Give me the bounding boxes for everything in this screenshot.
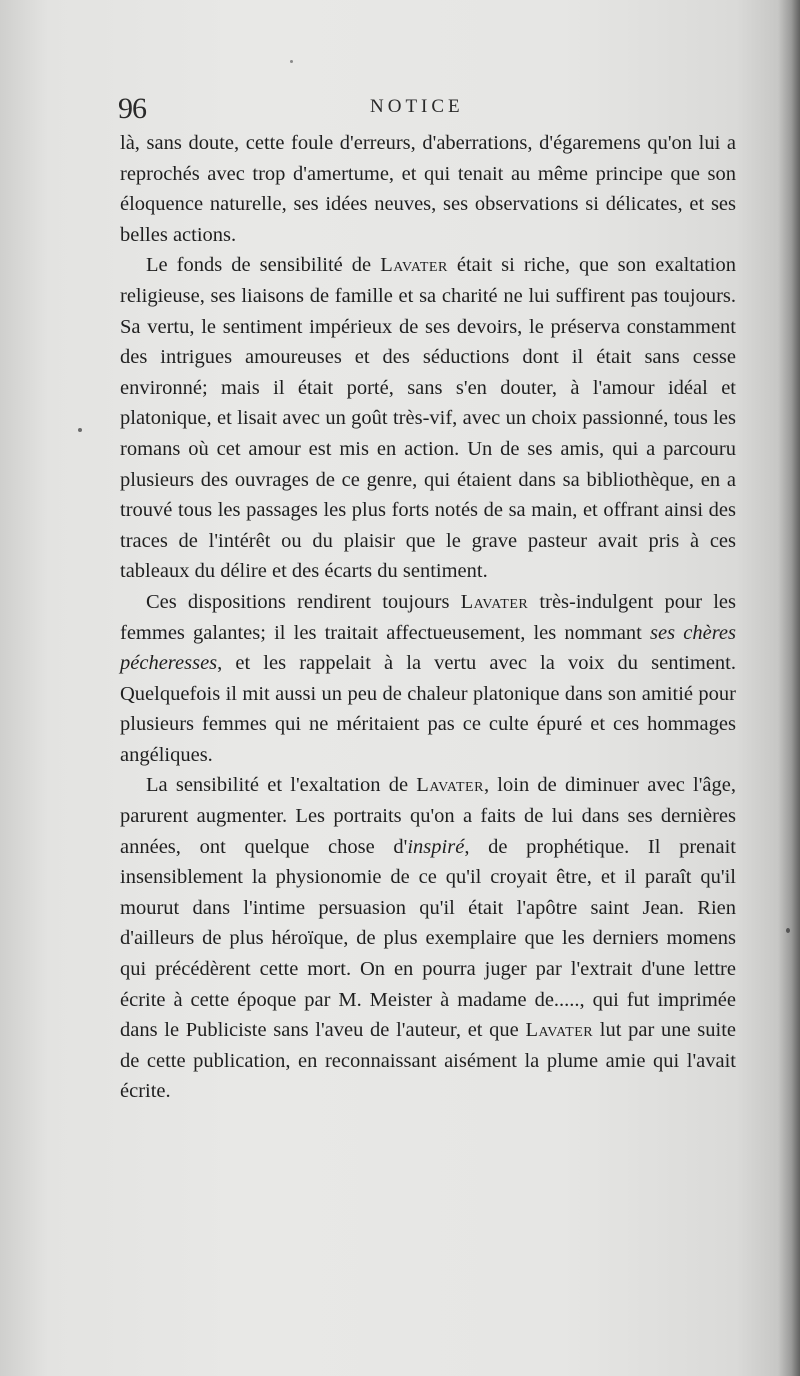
- page-header: [118, 92, 738, 126]
- text-run: lut par une suite de cette publication, en reconnaissant aisément la plume amie qui l'avait écrite.: [120, 1019, 736, 1103]
- page-edge-shadow: [778, 0, 800, 1376]
- text-run: Le fonds de sensibilité de: [146, 254, 381, 277]
- text-run: était si riche, que son exaltation religieuse, ses liaisons de famille et sa charité ne lui suffirent pas toujours. Sa vertu, le sentiment impérieux de ses devoirs, le préserva constamment des intrigues amoureuses et des séductions dont il était sans cesse environné; mais il était porté, sans s'en douter, à l'amour idéal et platonique, et lisait avec un goût très-vif, avec un choix passionné, tous les romans où cet amour est mis en action. Un de ses amis, qui a parcouru plusieurs des ouvrages de ce genre, qui étaient dans sa bibliothèque, en a trouvé tous les passages les plus forts notés de sa main, et offrant ainsi des traces de l'intérêt ou du plaisir que le grave pasteur avait pris à ces tableaux du délire et des écarts du sentiment.: [120, 254, 736, 583]
- name-lavater: Lavater: [460, 590, 529, 613]
- paragraph: [120, 250, 736, 587]
- italic-phrase: ses chères pécheresses: [120, 621, 736, 675]
- text-run: , loin de diminuer avec l'âge, parurent augmenter. Les portraits qu'on a faits de lui dans ses dernières années, ont quelque chose d': [120, 774, 736, 858]
- page-number: 96: [118, 92, 146, 125]
- name-lavater: Lavater: [380, 254, 448, 277]
- paragraph: [120, 587, 736, 771]
- body-text: [120, 128, 736, 1107]
- text-run: Ces dispositions rendirent toujours: [146, 590, 461, 613]
- text-run: , de prophétique. Il prenait insensiblement la physionomie de ce qu'il croyait être, et il paraît qu'il mourut dans l'intime persuasion qu'il était l'apôtre saint Jean. Rien d'ailleurs de plus héroïque, de plus exemplaire que les derniers momens qui précédèrent cette mort. On en pourra juger par l'extrait d'une lettre écrite à cette époque par M. Meister à madame de....., qui fut imprimée dans le Publiciste sans l'aveu de l'auteur, et que: [120, 835, 737, 1042]
- text-run: là, sans doute, cette foule d'erreurs, d'aberrations, d'égaremens qu'on lui a reprochés avec trop d'amertume, et qui tenait au même principe que son éloquence naturelle, ses idées neuves, ses observations si délicates, et ses belles actions.: [120, 132, 736, 246]
- text-run: très-indulgent pour les femmes galantes; il les traitait affectueusement, les nommant: [120, 590, 736, 644]
- paper-speck: [78, 428, 82, 432]
- paragraph: [120, 770, 736, 1107]
- paragraph: [120, 128, 736, 250]
- text-run: , et les rappelait à la vertu avec la voix du sentiment. Quelquefois il mit aussi un peu de chaleur platonique dans son amitié pour plusieurs femmes qui ne méritaient pas ce culte épuré et ces hommages angéliques.: [120, 652, 736, 766]
- text-run: La sensibilité et l'exaltation de: [146, 774, 417, 797]
- running-head: NOTICE: [370, 96, 464, 117]
- paper-speck: [786, 928, 790, 933]
- name-lavater: Lavater: [416, 774, 484, 797]
- italic-word: inspiré: [407, 835, 465, 858]
- paper-speck: [290, 60, 293, 63]
- name-lavater: Lavater: [525, 1019, 594, 1042]
